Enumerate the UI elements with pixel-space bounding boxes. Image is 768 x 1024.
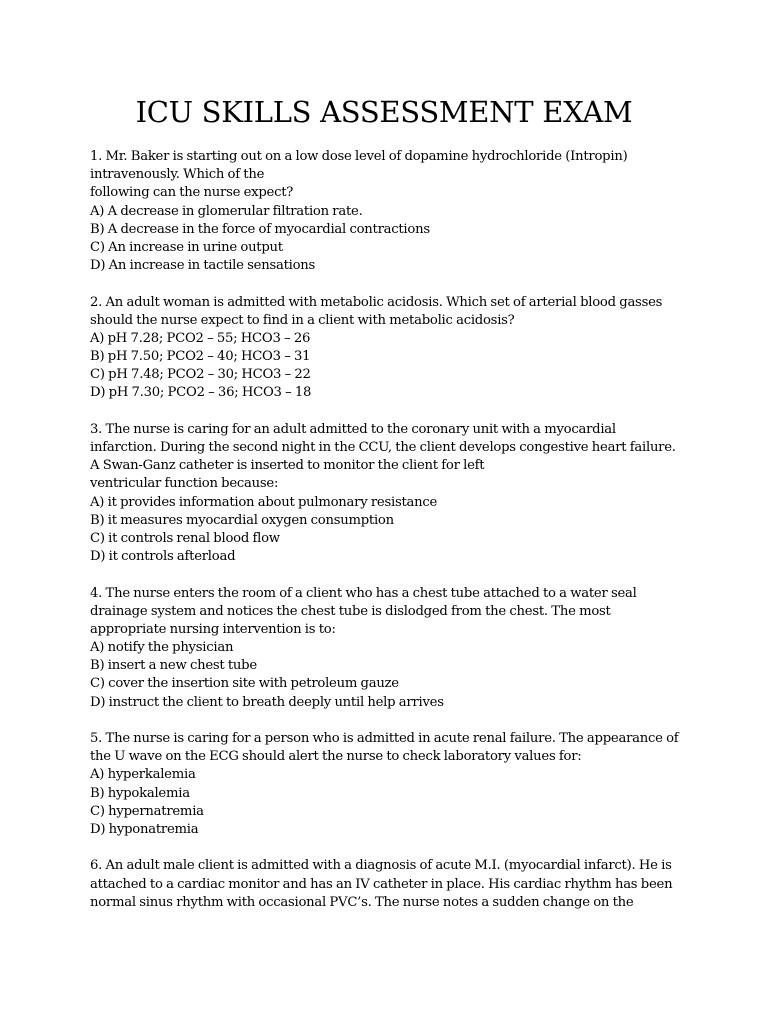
answer-option: A) hyperkalemia (90, 767, 196, 783)
question-text-line: 3. The nurse is caring for an adult admitted to the coronary unit with a myocardial (90, 421, 616, 437)
question-text-line: 6. An adult male client is admitted with a diagnosis of acute M.I. (myocardial infarct). He is (90, 858, 672, 874)
answer-option: B) hypokalemia (90, 785, 190, 801)
answer-option: C) hypernatremia (90, 803, 204, 819)
answer-option: C) An increase in urine output (90, 239, 283, 255)
answer-option: D) pH 7.30; PCO2 – 36; HCO3 – 18 (90, 385, 312, 401)
answer-option: B) pH 7.50; PCO2 – 40; HCO3 – 31 (90, 349, 311, 365)
answer-option: C) pH 7.48; PCO2 – 30; HCO3 – 22 (90, 367, 311, 383)
answer-option: C) it controls renal blood flow (90, 530, 280, 546)
question-3 (90, 421, 730, 567)
answer-option: D) hyponatremia (90, 821, 199, 837)
answer-option: D) An increase in tactile sensations (90, 258, 316, 274)
answer-option: B) insert a new chest tube (90, 658, 257, 674)
question-2 (90, 294, 730, 403)
answer-option: B) it measures myocardial oxygen consumption (90, 512, 394, 528)
question-text-line: attached to a cardiac monitor and has an IV catheter in place. His cardiac rhythm has been (90, 876, 673, 892)
question-6 (90, 857, 730, 912)
question-5 (90, 730, 730, 839)
question-4 (90, 585, 730, 712)
question-text-line: following can the nurse expect? (90, 185, 294, 201)
question-text-line: 4. The nurse enters the room of a client who has a chest tube attached to a water seal (90, 585, 637, 601)
answer-option: A) pH 7.28; PCO2 – 55; HCO3 – 26 (90, 330, 311, 346)
exam-title: ICU SKILLS ASSESSMENT EXAM (135, 95, 633, 129)
question-text-line: drainage system and notices the chest tube is dislodged from the chest. The most (90, 603, 611, 619)
answer-option: C) cover the insertion site with petroleum gauze (90, 676, 399, 692)
question-text-line: the U wave on the ECG should alert the nurse to check laboratory values for: (90, 749, 582, 765)
question-text-line: 1. Mr. Baker is starting out on a low dose level of dopamine hydrochloride (Intropin) (90, 149, 628, 164)
answer-option: D) instruct the client to breath deeply until help arrives (90, 694, 444, 710)
answer-option: A) notify the physician (90, 640, 234, 656)
question-text-line: should the nurse expect to find in a client with metabolic acidosis? (90, 312, 515, 328)
question-text-line: normal sinus rhythm with occasional PVC’s. The nurse notes a sudden change on the (90, 894, 634, 910)
question-text-line: ventricular function because: (90, 476, 279, 492)
answer-option: A) A decrease in glomerular filtration rate. (90, 203, 363, 219)
question-1 (90, 148, 730, 275)
question-text-line: infarction. During the second night in the CCU, the client develops congestive heart failure. (90, 440, 676, 455)
answer-option: D) it controls afterload (90, 549, 236, 565)
question-text-line: 5. The nurse is caring for a person who is admitted in acute renal failure. The appearance of (90, 731, 679, 746)
question-list (90, 148, 730, 930)
question-text-line: 2. An adult woman is admitted with metabolic acidosis. Which set of arterial blood gasses (90, 294, 663, 310)
answer-option: B) A decrease in the force of myocardial contractions (90, 221, 430, 237)
question-text-line: intravenously. Which of the (90, 167, 265, 183)
question-text-line: appropriate nursing intervention is to: (90, 621, 336, 637)
question-text-line: A Swan-Ganz catheter is inserted to monitor the client for left (90, 458, 485, 474)
answer-option: A) it provides information about pulmonary resistance (90, 494, 438, 510)
